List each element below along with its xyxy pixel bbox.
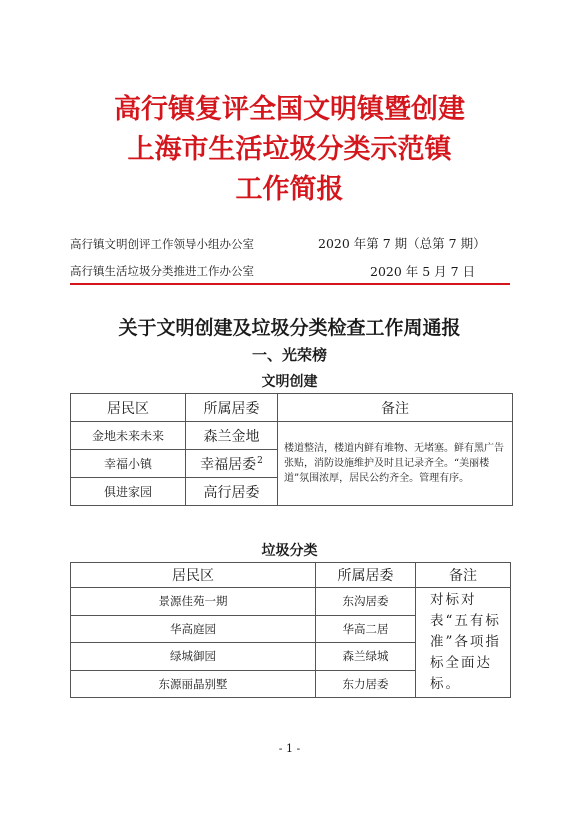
header-note: 备注 <box>416 563 511 588</box>
table-row <box>71 422 513 450</box>
bulletin-title-line-3: 工作简报 <box>235 174 344 205</box>
table-row <box>71 588 511 616</box>
community-cell: 俱进家园 <box>71 478 186 506</box>
header-committee: 所属居委 <box>186 394 278 422</box>
community-cell: 幸福小镇 <box>71 450 186 478</box>
garbage-note: 对标对表“五有标准”各项指标全面达标。 <box>416 588 511 698</box>
header-committee: 所属居委 <box>316 563 416 588</box>
committee-cell: 森兰绿城 <box>316 643 416 671</box>
header-community: 居民区 <box>71 563 316 588</box>
garbage-table <box>70 562 511 698</box>
committee-cell: 东力居委 <box>316 670 416 698</box>
red-divider <box>70 283 510 285</box>
bulletin-title-line-1: 高行镇复评全国文明镇暨创建 <box>114 94 465 125</box>
issue-number: 2020 年第 7 期（总第 7 期） <box>318 236 486 251</box>
committee-cell: 高行居委 <box>186 478 278 506</box>
issue-date: 2020 年 5 月 7 日 <box>370 264 476 279</box>
superscript-mark: 2 <box>257 455 263 466</box>
community-cell: 金地未来未来 <box>71 422 186 450</box>
committee-name: 幸福居委 <box>200 456 257 473</box>
community-cell: 绿城御园 <box>71 643 316 671</box>
civilization-note: 楼道整洁，楼道内鲜有堆物、无堵塞。鲜有黑广告张贴，消防设施维护及时且记录齐全。“美丽楼道”氛围浓厚，居民公约齐全。管理有序。 <box>278 422 513 506</box>
report-title: 关于文明创建及垃圾分类检查工作周通报 <box>118 317 461 339</box>
issuer-civilization-office: 高行镇文明创评工作领导小组办公室 <box>70 237 254 251</box>
issuer-garbage-office: 高行镇生活垃圾分类推进工作办公室 <box>70 264 254 278</box>
community-cell: 华高庭园 <box>71 615 316 643</box>
page-number: - 1 - <box>278 742 301 755</box>
community-cell: 景源佳苑一期 <box>71 588 316 616</box>
committee-cell <box>186 450 278 478</box>
civilization-table-header <box>71 394 513 422</box>
committee-cell: 东沟居委 <box>316 588 416 616</box>
header-community: 居民区 <box>71 394 186 422</box>
garbage-table-header <box>71 563 511 588</box>
civilization-table <box>70 393 513 506</box>
garbage-table-caption: 垃圾分类 <box>261 543 318 559</box>
community-cell: 东源丽晶别墅 <box>71 670 316 698</box>
civilization-table-caption: 文明创建 <box>261 374 318 390</box>
committee-cell: 森兰金地 <box>186 422 278 450</box>
header-note: 备注 <box>278 394 513 422</box>
section-heading-honor-roll: 一、光荣榜 <box>251 346 327 364</box>
committee-cell: 华高二居 <box>316 615 416 643</box>
bulletin-title-line-2: 上海市生活垃圾分类示范镇 <box>127 134 452 165</box>
bulletin-title <box>0 90 579 210</box>
